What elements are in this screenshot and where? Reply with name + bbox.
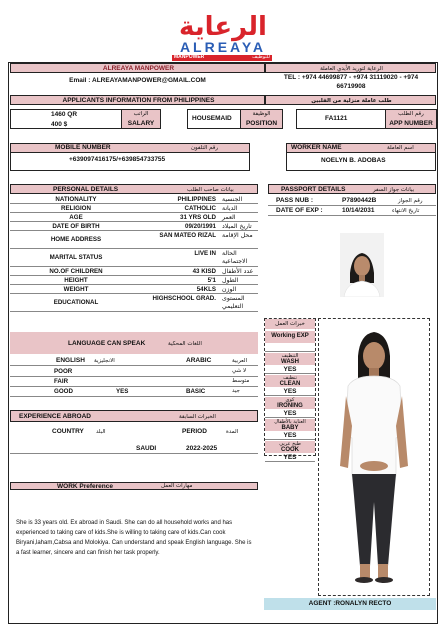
mobile-label: MOBILE NUMBER (55, 144, 111, 151)
experience-period: 2022-2025 (186, 445, 218, 452)
passport-expiry-value: 10/14/2031 (342, 207, 375, 214)
personal-details-header (10, 184, 258, 194)
worker-label-bar (287, 144, 435, 153)
passport-expiry-ar: تاريخ الانتهاء (392, 208, 420, 214)
skill-value: YES (265, 431, 315, 440)
personal-row-label: HOME ADDRESS (50, 236, 102, 243)
skill-label-box (265, 353, 315, 365)
salary-qr: 1460 QR (51, 111, 78, 118)
skill-label: WASH (281, 359, 299, 365)
experience-country: SAUDI (136, 445, 157, 452)
language-level-label: FAIR (54, 378, 69, 385)
language-columns-row (10, 356, 258, 366)
work-preference-title-ar: مهارات العمل (161, 483, 193, 489)
passport-number-label: PASS NUB : (276, 197, 314, 204)
worker-label-ar: اسم العاملة (387, 145, 414, 151)
summary-text: She is 33 years old. Ex abroad in Saudi. She can do all household works and has experienced to taking care of kids.She is willing to taking care of kids.Can cook Biryani,laham,Cabsa and Molokiya. Can understand and speak English language. She is a fast learner, sincere and can finish her task properly. (16, 520, 252, 556)
experience-title: EXPERIENCE ABROAD (19, 413, 91, 420)
language-arabic-value: BASIC (186, 388, 206, 395)
language-row (10, 377, 258, 387)
position-box (187, 109, 282, 129)
language-level-label-ar: جيد (232, 388, 240, 394)
mobile-label-bar (11, 144, 249, 153)
skill-label-box (265, 331, 315, 343)
personal-row-label-ar: الجنسية (222, 196, 243, 203)
worker-box (286, 143, 436, 171)
personal-row (10, 267, 258, 276)
personal-row-label-ar: الديانة (222, 205, 238, 212)
personal-row-label: NO.OF CHILDREN (49, 268, 103, 275)
salary-box (10, 109, 160, 129)
logo-tagline: MANPOWER (174, 54, 205, 60)
personal-details-title: PERSONAL DETAILS (53, 186, 119, 193)
language-table (10, 367, 258, 397)
passport-details-header (268, 184, 436, 194)
personal-row-label: EDUCATIONAL (53, 299, 99, 306)
language-row (10, 367, 258, 377)
mobile-label-ar: رقم التلفون (191, 145, 219, 151)
language-title-ar: اللغات المحكية (168, 341, 202, 347)
passport-expiry-label: DATE OF EXP : (276, 207, 323, 214)
personal-row-value: SAN MATEO RIZAL (159, 232, 216, 239)
skill-value (265, 343, 315, 352)
agent-bar (264, 598, 436, 610)
skill-label-ar: العناية بالأطفال (274, 419, 306, 425)
arabic-label: ARABIC (186, 357, 212, 364)
skill-label-box (265, 397, 315, 409)
personal-row-label-ar: الحالة الاجتماعية (222, 250, 248, 265)
passport-number-row (268, 196, 436, 206)
personal-row-label-ar: الوزن (222, 286, 237, 293)
personal-row-value: 5'1 (207, 277, 216, 284)
form-title-ar: طلب عاملة منزلية من الفلبين (311, 98, 392, 104)
personal-row (10, 222, 258, 231)
personal-row-value: HIGHSCHOOL GRAD. (152, 295, 216, 302)
language-level-label-ar: لا شي (232, 368, 247, 374)
personal-row-label: MARITAL STATUS (49, 254, 103, 261)
position-label-box (240, 109, 283, 129)
personal-row-label: RELIGION (61, 205, 91, 212)
skill-label: CLEAN (279, 381, 301, 387)
position-label-ar: الوظيفة (252, 111, 271, 117)
skill-label-ar: التنظيف (281, 353, 299, 359)
skills-title-bar (265, 319, 315, 329)
period-label-ar: المدة (226, 429, 239, 435)
personal-row-value: 09/20/1991 (185, 223, 216, 230)
skill-label-ar: تنظيف (283, 375, 297, 381)
personal-row-label: WEIGHT (63, 286, 89, 293)
personal-row-label-ar: العمر (222, 214, 236, 221)
personal-row-value: 43 KISD (192, 268, 216, 275)
company-phone: TEL : +974 44699877 - +974 31119020 - +974 66719908 (283, 74, 419, 90)
passport-details-title: PASSPORT DETAILS (281, 186, 346, 193)
position-label: POSITION (245, 120, 278, 127)
language-level-label-ar: متوسط (232, 378, 250, 384)
english-label: ENGLISH (56, 357, 85, 364)
personal-row-label: DATE OF BIRTH (52, 223, 100, 230)
personal-row (10, 249, 258, 267)
skill-label-box (265, 375, 315, 387)
skill-label-box (265, 441, 315, 453)
personal-row-label: HEIGHT (64, 277, 88, 284)
worker-value: NOELYN B. ADOBAS (321, 157, 386, 164)
skill-label: BABY (281, 425, 299, 431)
personal-row-value: CATHOLIC (184, 205, 216, 212)
worker-label: WORKER NAME (291, 144, 342, 151)
salary-label: SALARY (127, 120, 155, 127)
personal-row-label-ar: عدد الأطفال (222, 268, 254, 275)
passport-number-ar: رقم الجواز (398, 198, 423, 204)
personal-row (10, 231, 258, 249)
personal-row-label: NATIONALITY (55, 196, 97, 203)
skill-label: Working EXP (271, 333, 309, 339)
personal-row-label: AGE (69, 214, 83, 221)
form-title-ar-bar (265, 95, 436, 105)
experience-columns-row (10, 426, 258, 438)
passport-details-title-ar: بيانات جواز السفر (373, 187, 415, 193)
period-label: PERIOD (182, 428, 207, 435)
language-level-label: GOOD (54, 388, 73, 395)
personal-row (10, 285, 258, 294)
personal-row (10, 276, 258, 285)
agent-name: AGENT :RONALYN RECTO (308, 600, 392, 607)
skills-title-ar: خبرات العمل (275, 321, 305, 327)
passport-photo (340, 233, 384, 297)
work-preference-title: WORK Preference (57, 483, 113, 490)
company-name-ar: الرعاية لتوريد الأيدي العاملة (320, 66, 383, 72)
arabic-label-ar: العربية (232, 358, 248, 364)
language-level-label: POOR (54, 368, 73, 375)
personal-row-label-ar: تاريخ الميلاد (222, 223, 252, 230)
experience-title-ar: الخبرات السابقة (179, 414, 216, 420)
personal-row-value: 31 YRS OLD (180, 214, 216, 221)
skill-label-ar: طبخ عربي (279, 441, 301, 447)
personal-row-label-ar: الطول (222, 277, 239, 284)
app-number-value: FA1121 (325, 115, 348, 122)
mobile-box (10, 143, 250, 171)
personal-details-table (10, 195, 258, 321)
personal-row-value: 54KLS (196, 286, 216, 293)
experience-row (10, 444, 258, 454)
app-number-label-box (385, 109, 437, 129)
experience-header (10, 410, 258, 422)
language-row (10, 387, 258, 397)
logo-latin: ALREAYA (179, 39, 267, 55)
personal-row (10, 195, 258, 204)
personal-row-value: PHILIPPINES (177, 196, 216, 203)
passport-expiry-row (268, 206, 436, 216)
company-name-bar (10, 63, 265, 73)
skill-value: YES (265, 453, 315, 462)
country-label: COUNTRY (52, 428, 84, 435)
work-preference-header (10, 482, 258, 490)
full-body-photo (322, 326, 426, 592)
personal-row (10, 204, 258, 213)
app-number-label: APP NUMBER (389, 120, 433, 127)
personal-row (10, 294, 258, 312)
language-english-value: YES (116, 388, 129, 395)
company-email: Email : ALREAYAMANPOWER@GMAIL.COM (69, 77, 206, 84)
mobile-value: +639097416175/+639854733755 (69, 156, 166, 163)
company-name-ar-bar (265, 63, 436, 73)
passport-number-value: P7890442B (342, 197, 377, 204)
personal-row-value: LIVE IN (194, 250, 216, 257)
language-header (10, 332, 258, 354)
company-name: ALREAYA MANPOWER (102, 65, 175, 72)
skill-label-ar: كوي (285, 397, 295, 403)
logo-arabic: الرعاية (179, 12, 267, 42)
app-number-box (296, 109, 436, 129)
skill-label: COOK (281, 447, 299, 453)
personal-details-title-ar: بيانات صاحب الطلب (187, 187, 234, 193)
logo-banner (172, 55, 272, 61)
language-title: LANGUAGE CAN SPEAK (68, 340, 146, 347)
country-label-ar: البلد (96, 429, 106, 435)
logo-tagline-ar: للتوظيف (252, 54, 270, 60)
personal-row-label-ar: المستوى التعليمي (222, 295, 245, 310)
form-title: APPLICANTS INFORMATION FROM PHILIPPINES (62, 97, 215, 104)
skill-value: YES (265, 409, 315, 418)
form-title-bar (10, 95, 265, 105)
app-number-label-ar: رقم الطلب (398, 111, 424, 117)
english-label-ar: الانجليزية (94, 358, 115, 364)
salary-usd: 400 $ (51, 121, 68, 128)
position-value: HOUSEMAID (192, 115, 232, 122)
skills-panel (264, 318, 316, 461)
company-logo (158, 12, 288, 62)
salary-label-box (121, 109, 161, 129)
personal-row (10, 213, 258, 222)
skill-label: IRONING (277, 403, 303, 409)
skill-value: YES (265, 387, 315, 396)
salary-label-ar: الراتب (133, 111, 149, 117)
skill-label-box (265, 419, 315, 431)
personal-row-label-ar: محل الإقامة (222, 232, 253, 239)
skill-value: YES (265, 365, 315, 374)
